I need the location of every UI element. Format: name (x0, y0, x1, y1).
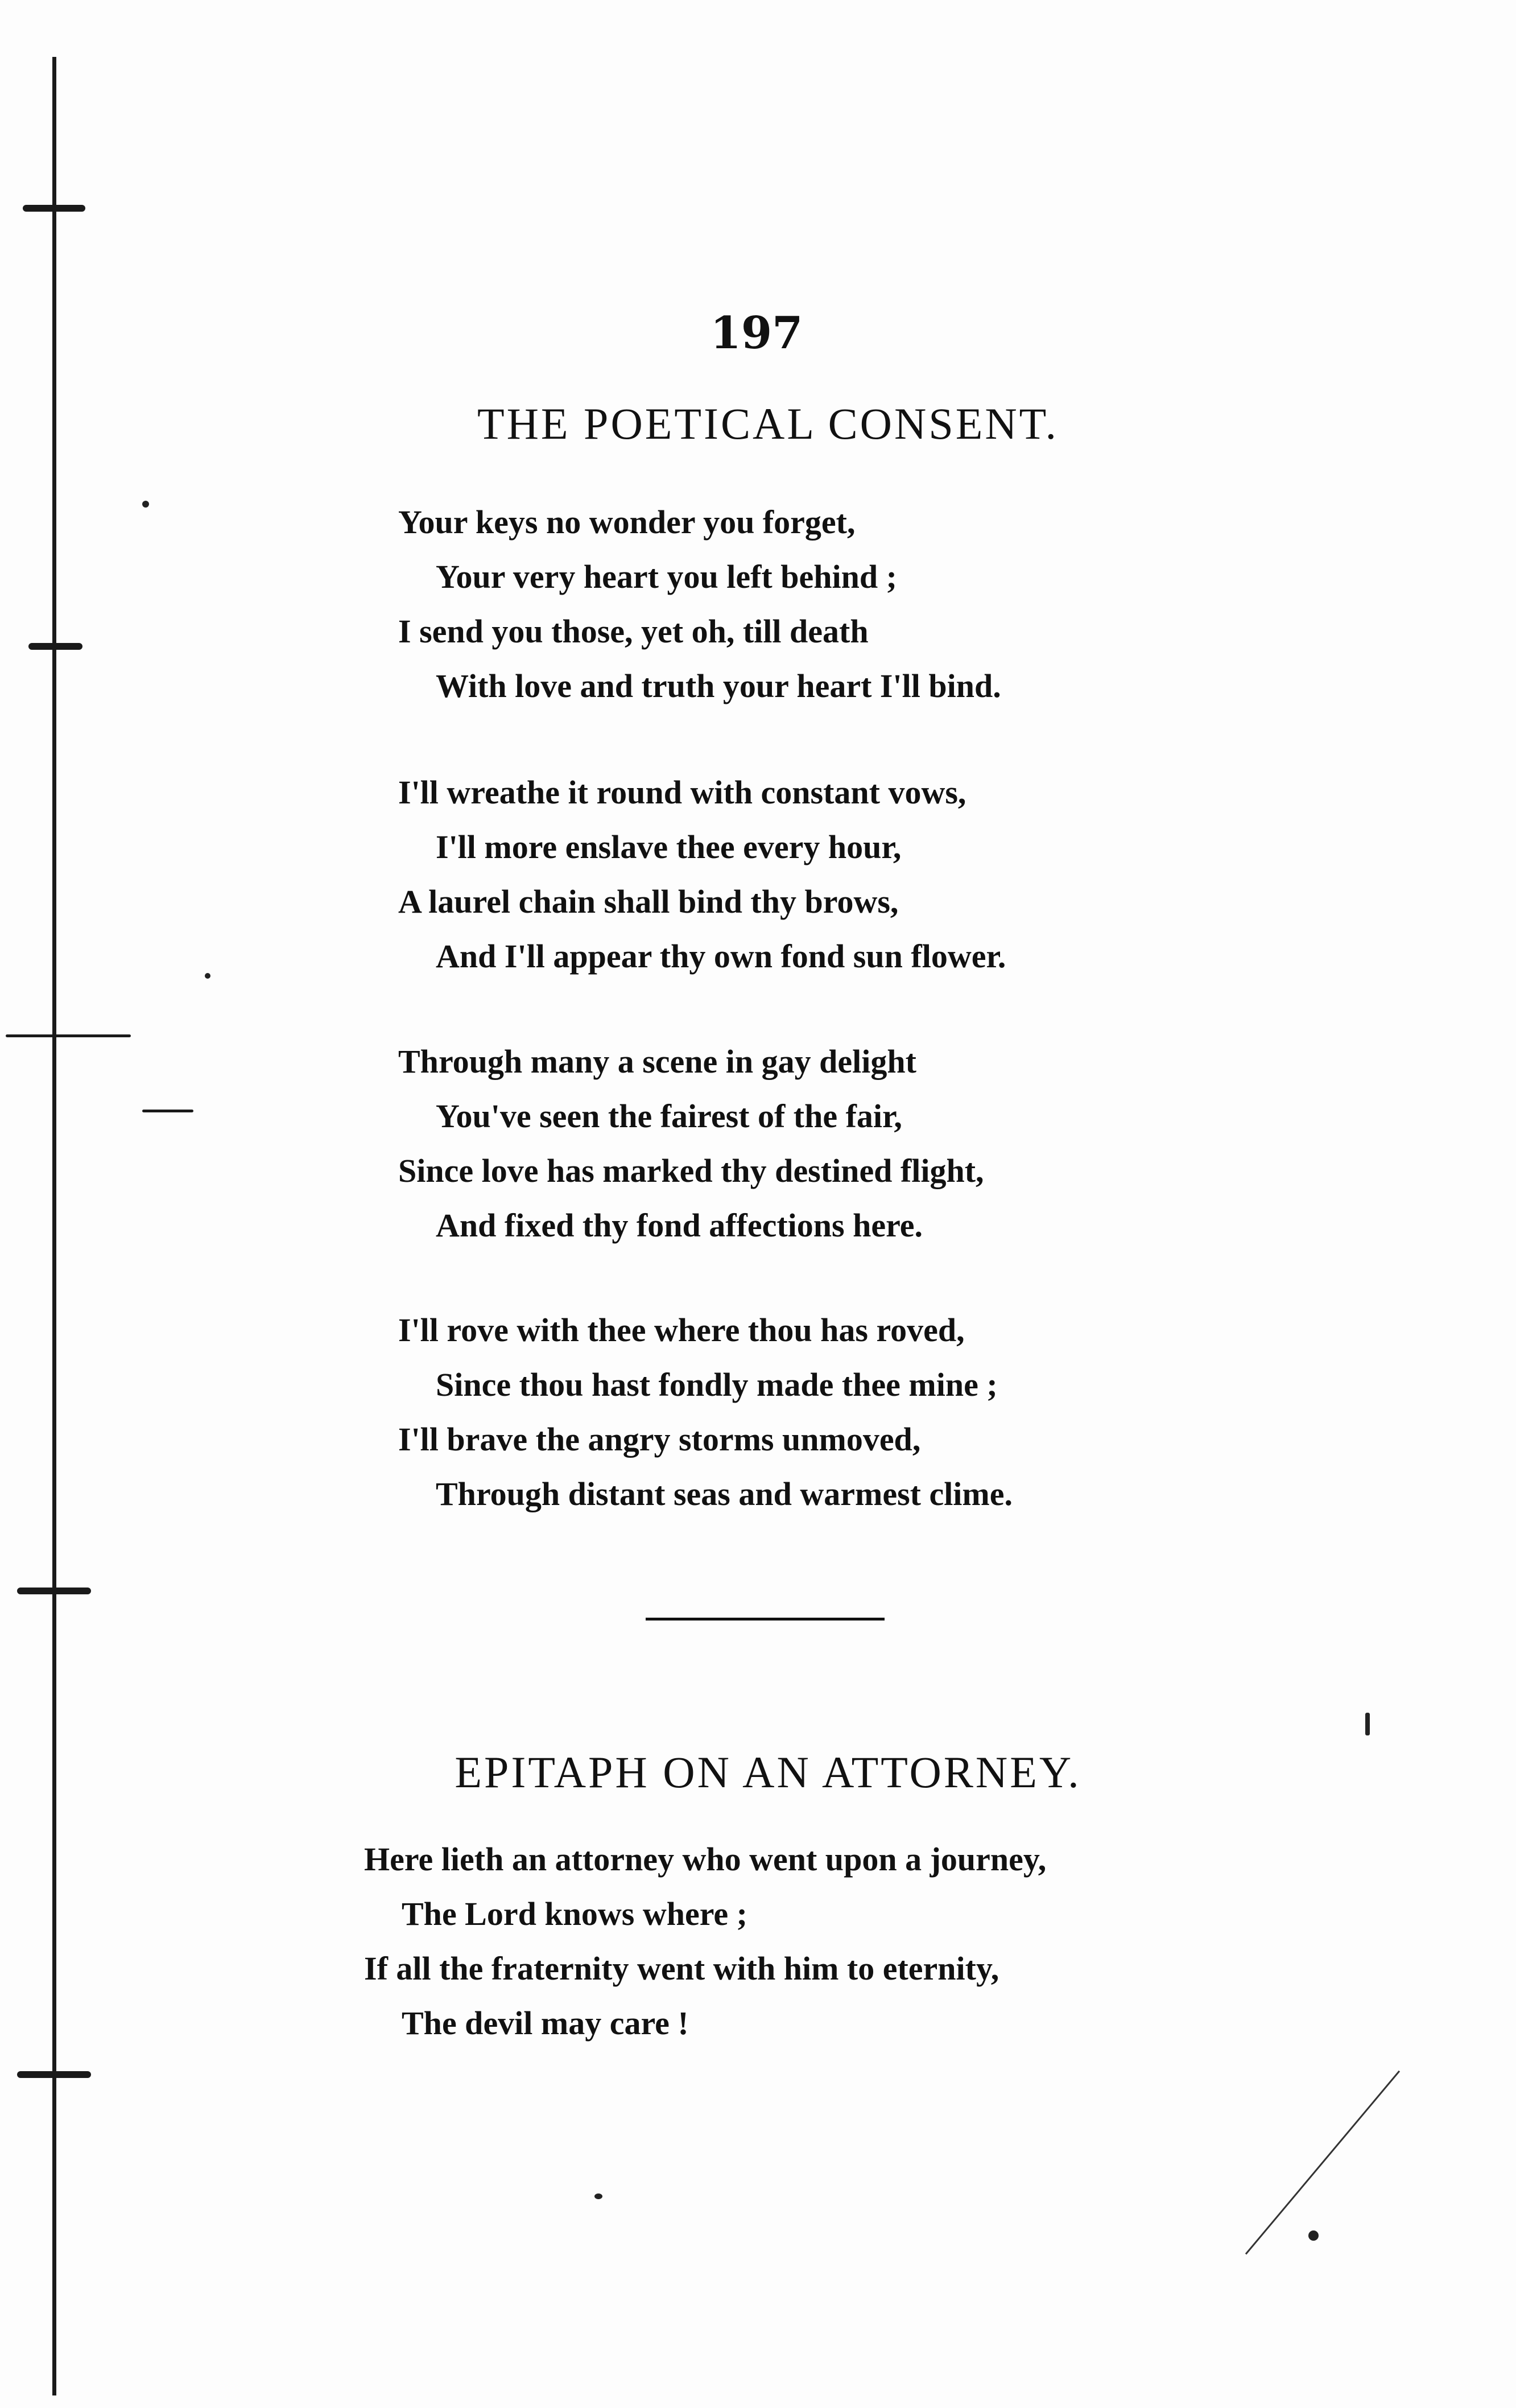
page-number: 197 (710, 307, 803, 359)
scan-speck (1365, 1713, 1370, 1735)
epitaph (364, 1832, 1217, 2051)
scan-speck (594, 2193, 602, 2199)
verse-line: Your keys no wonder you forget, (398, 504, 856, 541)
verse-line: And fixed thy fond affections here. (436, 1207, 923, 1244)
verse-line: And I'll appear thy own fond sun flower. (436, 938, 1006, 975)
verse-line: The devil may care ! (402, 2005, 689, 2042)
binding-mark (6, 1034, 131, 1037)
verse-line: I'll wreathe it round with constant vows, (398, 774, 966, 811)
binding-mark (17, 2071, 91, 2078)
stanza (398, 495, 1195, 714)
binding-mark (23, 205, 85, 212)
verse-line: I'll rove with thee where thou has roved, (398, 1312, 965, 1349)
section-divider (646, 1618, 885, 1621)
binding-mark (28, 643, 82, 650)
stanza (398, 1034, 1195, 1253)
binding-mark (142, 1110, 193, 1112)
page-corner-fold (1245, 2071, 1400, 2255)
verse-line: Since thou hast fondly made thee mine ; (436, 1366, 998, 1403)
verse-line: I send you those, yet oh, till death (398, 613, 869, 650)
verse-line: Through many a scene in gay delight (398, 1043, 916, 1080)
verse-line: You've seen the fairest of the fair, (436, 1098, 902, 1135)
scan-speck (142, 501, 149, 508)
scan-speck (1308, 2230, 1319, 2241)
verse-line: Since love has marked thy destined flight, (398, 1152, 984, 1189)
scan-speck (205, 973, 210, 979)
stanza (398, 765, 1195, 984)
verse-line: The Lord knows where ; (402, 1895, 747, 1932)
poem-title: EPITAPH ON AN ATTORNEY. (455, 1747, 1081, 1797)
verse-line: Your very heart you left behind ; (436, 558, 897, 595)
poem-title: THE POETICAL CONSENT. (477, 399, 1059, 448)
stanza (398, 1303, 1195, 1522)
verse-line: Through distant seas and warmest clime. (436, 1475, 1013, 1512)
verse-line: I'll more enslave thee every hour, (436, 828, 902, 865)
verse-line: Here lieth an attorney who went upon a journey, (364, 1841, 1047, 1878)
binding-mark (17, 1588, 91, 1594)
verse-line: A laurel chain shall bind thy brows, (398, 883, 899, 920)
verse-line: I'll brave the angry storms unmoved, (398, 1421, 921, 1458)
verse-line: With love and truth your heart I'll bind. (436, 667, 1001, 704)
verse-line: If all the fraternity went with him to eternity, (364, 1950, 999, 1987)
binding-edge (52, 57, 56, 2395)
